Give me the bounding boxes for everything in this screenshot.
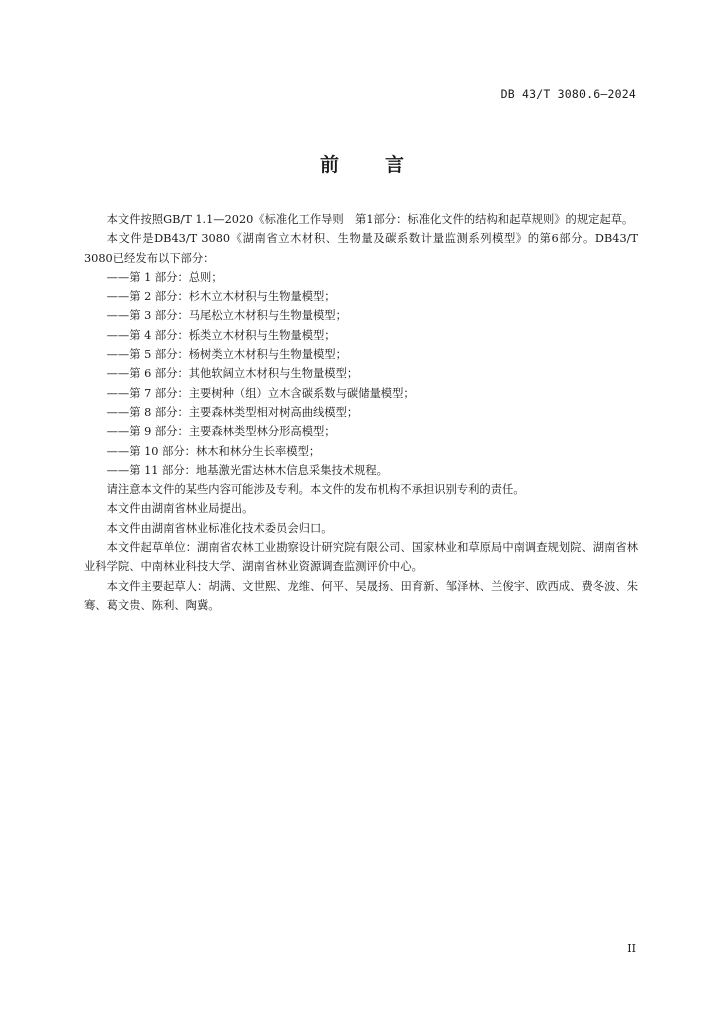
paragraph-drafters: 本文件主要起草人：胡满、文世熙、龙维、何平、吴晟扬、田育新、邹泽林、兰俊宇、欧西成、费冬波、朱骞、葛文贵、陈利、陶冀。: [84, 579, 638, 612]
list-item: ——第 11 部分：地基激光雷达林木信息采集技术规程。: [106, 463, 388, 477]
foreword-body: [84, 210, 638, 615]
paragraph-drafting-rules: 本文件按照GB/T 1.1—2020《标准化工作导则 第1部分：标准化文件的结构和起草规则》的规定起草。: [106, 213, 634, 226]
paragraph-series-intro: 本文件是DB43/T 3080《湖南省立木材积、生物量及碳系数计量监测系列模型》的第6部分。DB43/T 3080已经发布以下部分：: [84, 232, 638, 265]
list-item: ——第 5 部分：杨树类立木材积与生物量模型；: [106, 348, 347, 362]
list-item: ——第 8 部分：主要森林类型相对树高曲线模型；: [106, 405, 359, 419]
list-item: ——第 7 部分：主要树种（组）立木含碳系数与碳储量模型；: [106, 386, 415, 400]
title-char-2: 言: [385, 154, 405, 176]
paragraph-drafting-units: 本文件起草单位：湖南省农林工业勘察设计研究院有限公司、国家林业和草原局中南调查规划院、湖南省林业科学院、中南林业科技大学、湖南省林业资源调查监测评价中心。: [84, 541, 638, 574]
list-item: ——第 1 部分：总则；: [106, 270, 223, 284]
page-number: II: [627, 942, 636, 955]
title-char-1: 前: [319, 154, 339, 176]
list-item: ——第 6 部分：其他软阔立木材积与生物量模型；: [106, 367, 359, 381]
paragraph-centralized-by: 本文件由湖南省林业标准化技术委员会归口。: [106, 521, 333, 535]
list-item: ——第 2 部分：杉木立木材积与生物量模型；: [106, 290, 336, 304]
list-item: ——第 10 部分：林木和林分生长率模型；: [106, 444, 321, 458]
paragraph-patent-notice: 请注意本文件的某些内容可能涉及专利。本文件的发布机构不承担识别专利的责任。: [106, 483, 525, 497]
list-item: ——第 4 部分：栎类立木材积与生物量模型；: [106, 328, 336, 342]
parts-list: [84, 268, 638, 480]
page-title: [0, 150, 724, 177]
paragraph-proposed-by: 本文件由湖南省林业局提出。: [106, 502, 254, 516]
list-item: ——第 3 部分：马尾松立木材积与生物量模型；: [106, 309, 347, 323]
document-code: DB 43/T 3080.6—2024: [500, 87, 636, 101]
list-item: ——第 9 部分：主要森林类型林分形高模型；: [106, 425, 336, 439]
